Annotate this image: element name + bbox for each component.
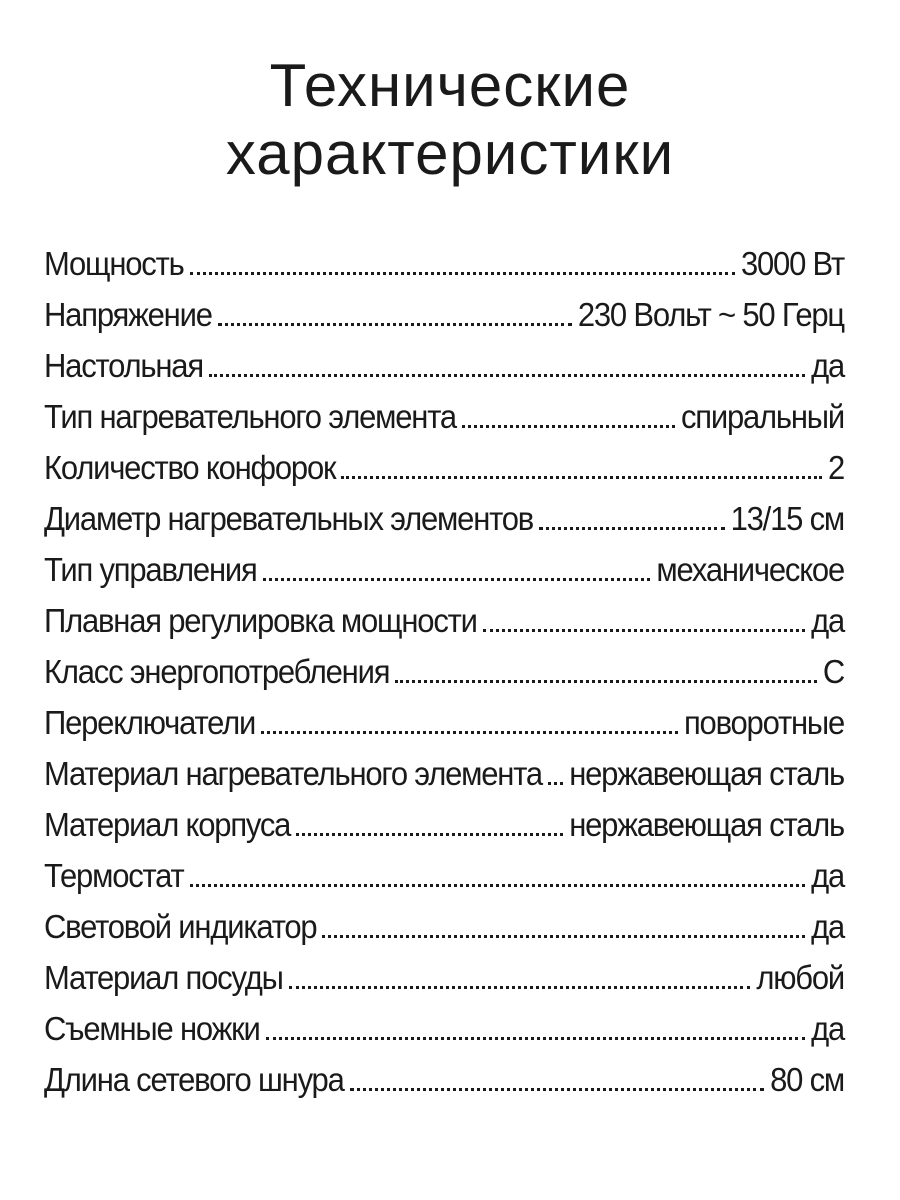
spec-value: 230 Вольт ~ 50 Герц — [577, 295, 844, 334]
spec-label: Материал нагревательного элемента — [44, 754, 542, 793]
spec-value: спиральный — [680, 397, 844, 436]
dot-leader — [395, 680, 817, 683]
spec-label: Материал корпуса — [44, 805, 291, 844]
dot-leader — [209, 374, 805, 377]
spec-value: да — [811, 346, 844, 385]
spec-label: Напряжение — [44, 295, 212, 334]
spec-value: С — [822, 652, 844, 691]
spec-label: Тип управления — [44, 550, 257, 589]
spec-value: да — [811, 601, 844, 640]
dot-leader — [548, 782, 563, 785]
spec-value: 3000 Вт — [740, 244, 844, 283]
spec-label: Съемные ножки — [44, 1009, 260, 1048]
dot-leader — [322, 935, 805, 938]
spec-row-element-material — [44, 748, 844, 799]
spec-label: Длина сетевого шнура — [44, 1060, 344, 1099]
spec-label: Термостат — [44, 856, 184, 895]
spec-row-thermostat — [44, 850, 844, 901]
spec-value: да — [811, 856, 844, 895]
dot-leader — [190, 884, 806, 887]
spec-label: Плавная регулировка мощности — [44, 601, 477, 640]
spec-value: нержавеющая сталь — [569, 805, 844, 844]
spec-row-burner-count — [44, 442, 844, 493]
dot-leader — [190, 272, 735, 275]
dot-leader — [341, 476, 822, 479]
spec-row-switches — [44, 697, 844, 748]
spec-row-voltage — [44, 289, 844, 340]
spec-row-control-type — [44, 544, 844, 595]
dot-leader — [462, 425, 675, 428]
spec-value: любой — [756, 958, 844, 997]
spec-label: Количество конфорок — [44, 448, 336, 487]
spec-row-light-indicator — [44, 901, 844, 952]
spec-row-body-material — [44, 799, 844, 850]
page-title-line-2: характеристики — [225, 120, 675, 187]
spec-row-power — [44, 238, 844, 289]
spec-label: Материал посуды — [44, 958, 283, 997]
spec-value: да — [811, 907, 844, 946]
spec-label: Световой индикатор — [44, 907, 317, 946]
spec-row-heating-element-type — [44, 391, 844, 442]
spec-label: Диаметр нагревательных элементов — [44, 499, 534, 538]
dot-leader — [263, 578, 651, 581]
spec-value: 2 — [827, 448, 844, 487]
spec-label: Настольная — [44, 346, 203, 385]
spec-row-energy-class — [44, 646, 844, 697]
spec-value: да — [811, 1009, 844, 1048]
dot-leader — [266, 1037, 805, 1040]
dot-leader — [289, 986, 751, 989]
dot-leader — [350, 1088, 764, 1091]
dot-leader — [539, 527, 725, 530]
spec-label: Переключатели — [44, 703, 256, 742]
spec-row-removable-legs — [44, 1003, 844, 1054]
spec-row-cookware-material — [44, 952, 844, 1003]
dot-leader — [483, 629, 805, 632]
spec-row-element-diameter — [44, 493, 844, 544]
dot-leader — [218, 323, 572, 326]
spec-value: нержавеющая сталь — [569, 754, 844, 793]
spec-value: поворотные — [683, 703, 844, 742]
spec-list — [44, 238, 844, 1105]
spec-value: механическое — [656, 550, 844, 589]
page-title — [0, 52, 900, 188]
spec-row-cord-length — [44, 1054, 844, 1105]
dot-leader — [296, 833, 563, 836]
spec-row-tabletop — [44, 340, 844, 391]
spec-label: Тип нагревательного элемента — [44, 397, 456, 436]
spec-value: 80 см — [770, 1060, 844, 1099]
spec-value: 13/15 см — [730, 499, 844, 538]
dot-leader — [261, 731, 678, 734]
spec-label: Класс энергопотребления — [44, 652, 390, 691]
spec-label: Мощность — [44, 244, 184, 283]
page-title-line-1: Технические — [269, 52, 631, 119]
spec-row-smooth-power-adjust — [44, 595, 844, 646]
